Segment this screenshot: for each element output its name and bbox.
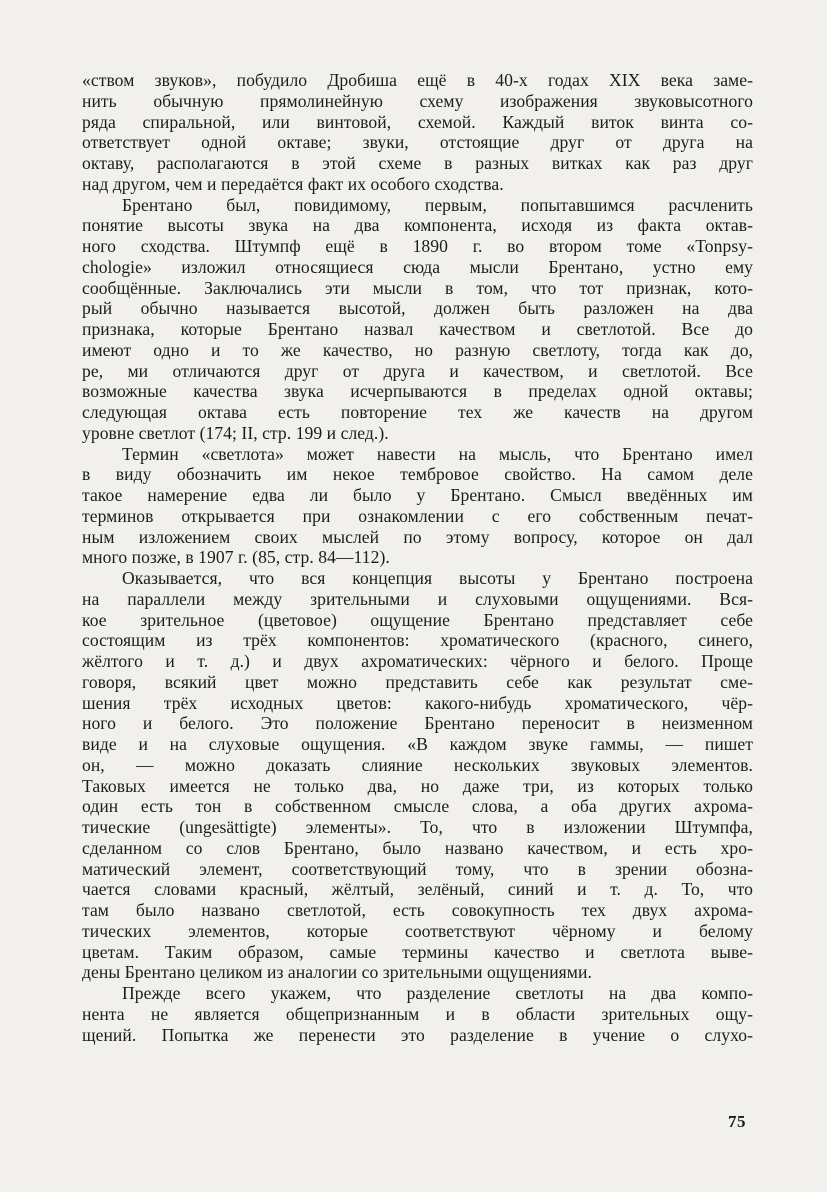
- text-line: Оказывается, что вся концепция высоты у Брентано построена: [122, 568, 753, 588]
- text-line: сделанном со слов Брентано, было названо качеством, и есть хро-: [82, 837, 753, 858]
- text-line: Брентано был, повидимому, первым, попытавшимся расчленить: [122, 194, 753, 215]
- text-line: шения трёх исходных цветов: какого-нибудь хроматического, чёр-: [82, 692, 753, 713]
- text-line: понятие высоты звука на два компонента, исходя из факта октав-: [82, 215, 753, 236]
- text-line: признака, которые Брентано назвал качеством и светлотой. Все до: [82, 319, 753, 339]
- text-line: терминов открывается при ознакомлении с его собственным печат-: [82, 505, 753, 526]
- text-line: ного сходства. Штумпф ещё в 1890 г. во втором томе «Tonpsy-: [82, 236, 753, 256]
- text-line: уровне светлот (174; II, стр. 199 и след.).: [82, 422, 389, 443]
- text-line: он, — можно доказать слияние нескольких звуковых элементов.: [82, 754, 753, 775]
- text-line: ряда спиральной, или винтовой, схемой. Каждый виток винта со-: [82, 111, 753, 132]
- text-line: в виду обозначить им некое тембровое свойство. На самом деле: [82, 464, 753, 485]
- text-line: ным изложением своих мыслей по этому вопросу, которое он дал: [82, 526, 753, 547]
- text-line: тических элементов, которые соответствуют чёрному и белому: [82, 920, 753, 941]
- text-line: рый обычно называется высотой, должен быть разложен на два: [82, 298, 753, 319]
- text-line: состоящим из трёх компонентов: хроматического (красного, синего,: [82, 630, 753, 651]
- text-line: нента не является общепризнанным и в области зрительных ощу-: [82, 1003, 753, 1024]
- text-line: один есть тон в собственном смысле слова, а оба других ахрома-: [82, 796, 753, 817]
- text-line: «ством звуков», побудило Дробиша ещё в 40-х годах XIX века заме-: [82, 70, 753, 90]
- text-line: Термин «светлота» может навести на мысль, что Брентано имел: [122, 443, 753, 464]
- text-line: возможные качества звука исчерпываются в пределах одной октавы;: [82, 381, 753, 402]
- text-line: над другом, чем и передаётся факт их особого сходства.: [82, 173, 504, 194]
- text-line: виде и на слуховые ощущения. «В каждом звуке гаммы, — пишет: [82, 734, 753, 754]
- page-body-text: [82, 70, 753, 1045]
- text-line: ответствует одной октаве; звуки, отстоящие друг от друга на: [82, 132, 753, 153]
- text-line: чается словами красный, жёлтый, зелёный, синий и т. д. То, что: [82, 879, 753, 900]
- text-line: сообщённые. Заключались эти мысли в том, что тот признак, кото-: [82, 277, 753, 298]
- text-line: много позже, в 1907 г. (85, стр. 84—112).: [82, 547, 390, 568]
- text-line: там было названо светлотой, есть совокупность тех двух ахрома-: [82, 900, 753, 920]
- text-line: такое намерение едва ли было у Брентано. Смысл введённых им: [82, 485, 753, 505]
- text-line: нить обычную прямолинейную схему изображения звуковысотного: [82, 90, 753, 111]
- text-line: кое зрительное (цветовое) ощущение Брентано представляет себе: [82, 609, 753, 630]
- text-line: ного и белого. Это положение Брентано переносит в неизменном: [82, 713, 753, 734]
- text-line: имеют одно и то же качество, но разную светлоту, тогда как до,: [82, 339, 753, 360]
- text-line: ре, ми отличаются друг от друга и качеством, и светлотой. Все: [82, 360, 753, 381]
- text-line: говоря, всякий цвет можно представить себе как результат сме-: [82, 671, 753, 692]
- text-line: октаву, располагаются в этой схеме в разных витках как раз друг: [82, 153, 753, 173]
- text-line: щений. Попытка же перенести это разделение в учение о слухо-: [82, 1024, 753, 1045]
- text-line: Прежде всего укажем, что разделение светлоты на два компо-: [122, 983, 753, 1003]
- text-line: дены Брентано целиком из аналогии со зрительными ощущениями.: [82, 962, 592, 983]
- text-line: chologie» изложил относящиеся сюда мысли Брентано, устно ему: [82, 256, 753, 277]
- page-number: 75: [728, 1112, 746, 1131]
- text-line: Таковых имеется не только два, но даже три, из которых только: [82, 775, 753, 796]
- text-line: жёлтого и т. д.) и двух ахроматических: чёрного и белого. Проще: [82, 651, 753, 671]
- text-line: следующая октава есть повторение тех же качеств на другом: [82, 402, 753, 422]
- text-line: на параллели между зрительными и слуховыми ощущениями. Вся-: [82, 588, 753, 609]
- text-line: цветам. Таким образом, самые термины качество и светлота выве-: [82, 941, 753, 962]
- text-line: тические (ungesättigte) элементы». То, что в изложении Штумпфа,: [82, 817, 753, 837]
- text-line: матический элемент, соответствующий тому, что в зрении обозна-: [82, 858, 753, 879]
